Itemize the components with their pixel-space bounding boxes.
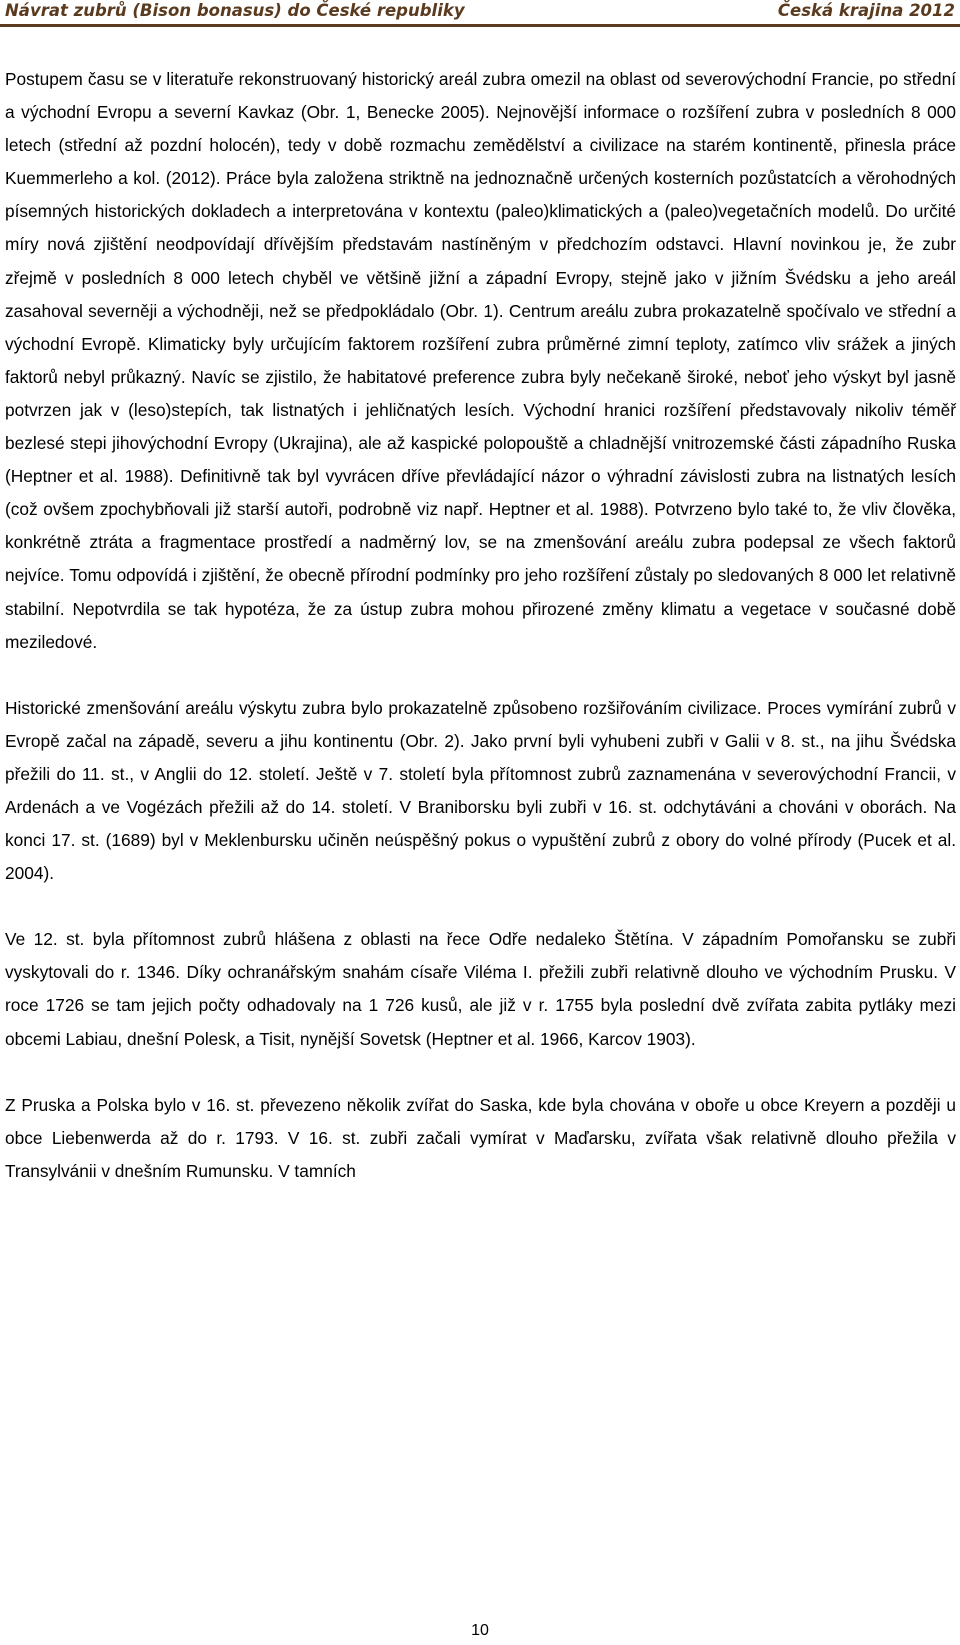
paragraph-1: Postupem času se v literatuře rekonstruovaný historický areál zubra omezil na oblast od severovýchodní Francie, po střední a východní Evropu a severní Kavkaz (Obr. 1, Benecke 2005). Nejnovější informace o rozšíření zubra v posledních 8 000 letech (střední až pozdní holocén), tedy v době rozmachu zemědělství a civilizace na starém kontinentě, přinesla práce Kuemmerleho a kol. (2012). Práce byla založena striktně na jednoznačně určených kosterních pozůstatcích a věrohodných písemných historických dokladech a interpretována v kontextu (paleo)klimatických a (paleo)vegetačních modelů. Do určité míry nová zjištění neodpovídají dřívějším představám nastíněným v předchozím odstavci. Hlavní novinkou je, že zubr zřejmě v posledních 8 000 letech chyběl ve většině jižní a západní Evropy, stejně jako v jižním Švédsku a jeho areál zasahoval severněji a východněji, než se předpokládalo (Obr. 1). Centrum areálu zubra prokazatelně spočívalo ve střední a východní Evropě. Klimaticky byly určujícím faktorem rozšíření zubra průměrné zimní teploty, zatímco vliv srážek a jiných faktorů nebyl průkazný. Navíc se zjistilo, že habitatové preference zubra byly nečekaně široké, neboť jeho výskyt byl jasně potvrzen jak v (leso)stepích, tak listnatých i jehličnatých lesích. Východní hranici rozšíření představovaly nikoliv téměř bezlesé stepi jihovýchodní Evropy (Ukrajina), ale až kaspické polopouště a chladnější vnitrozemské části západního Ruska (Heptner et al. 1988). Definitivně tak byl vyvrácen dříve převládající názor o výhradní závislosti zubra na listnatých lesích (což ovšem zpochybňovali již starší autoři, podrobně viz např. Heptner et al. 1988). Potvrzeno bylo také to, že vliv člověka, konkrétně ztráta a fragmentace prostředí a nadměrný lov, se na zmenšování areálu zubra podepsal ze všech faktorů nejvíce. Tomu odpovídá i zjištění, že obecně přírodní podmínky pro jeho rozšíření zůstaly po sledovaných 8 000 let relativně stabilní. Nepotvrdila se tak hypotéza, že za ústup zubra mohou přirozené změny klimatu a vegetace v současné době meziledové. [5, 69, 956, 652]
document-body [5, 63, 956, 1188]
paragraph-4: Z Pruska a Polska bylo v 16. st. převezeno několik zvířat do Saska, kde byla chována v oboře u obce Kreyern a později u obce Liebenwerda až do r. 1793. V 16. st. zubři začali vymírat v Maďarsku, zvířata však relativně dlouho přežila v Transylvánii v dnešním Rumunsku. V tamních [5, 1094, 956, 1181]
header-title: Návrat zubrů (Bison bonasus) do České republiky [5, 1, 465, 20]
header-publication: Česká krajina 2012 [777, 1, 955, 20]
paragraph-2: Historické zmenšování areálu výskytu zubra bylo prokazatelně způsobeno rozšiřováním civilizace. Proces vymírání zubrů v Evropě začal na západě, severu a jihu kontinentu (Obr. 2). Jako první byli vyhubeni zubři v Galii v 8. st., na jihu Švédska přežili do 11. st., v Anglii do 12. století. Ještě v 7. století byla přítomnost zubrů zaznamenána v severovýchodní Francii, v Ardenách a ve Vogézách přežili až do 14. století. V Braniborsku byli zubři v 16. st. odchytáváni a chováni v oborách. Na konci 17. st. (1689) byl v Meklenbursku učiněn neúspěšný pokus o vypuštění zubrů z obory do volné přírody (Pucek et al. 2004). [5, 697, 956, 884]
page-header [0, 0, 960, 27]
paragraph-3: Ve 12. st. byla přítomnost zubrů hlášena z oblasti na řece Odře nedaleko Štětína. V západním Pomořansku se zubři vyskytovali do r. 1346. Díky ochranářským snahám císaře Viléma I. přežili zubři relativně dlouho ve východním Prusku. V roce 1726 se tam jejich počty odhadovaly na 1 726 kusů, ale již v r. 1755 byla poslední dvě zvířata zabita pytláky mezi obcemi Labiau, dnešní Polesk, a Tisit, nynější Sovetsk (Heptner et al. 1966, Karcov 1903). [5, 929, 956, 1049]
page-number: 10 [471, 1622, 489, 1639]
